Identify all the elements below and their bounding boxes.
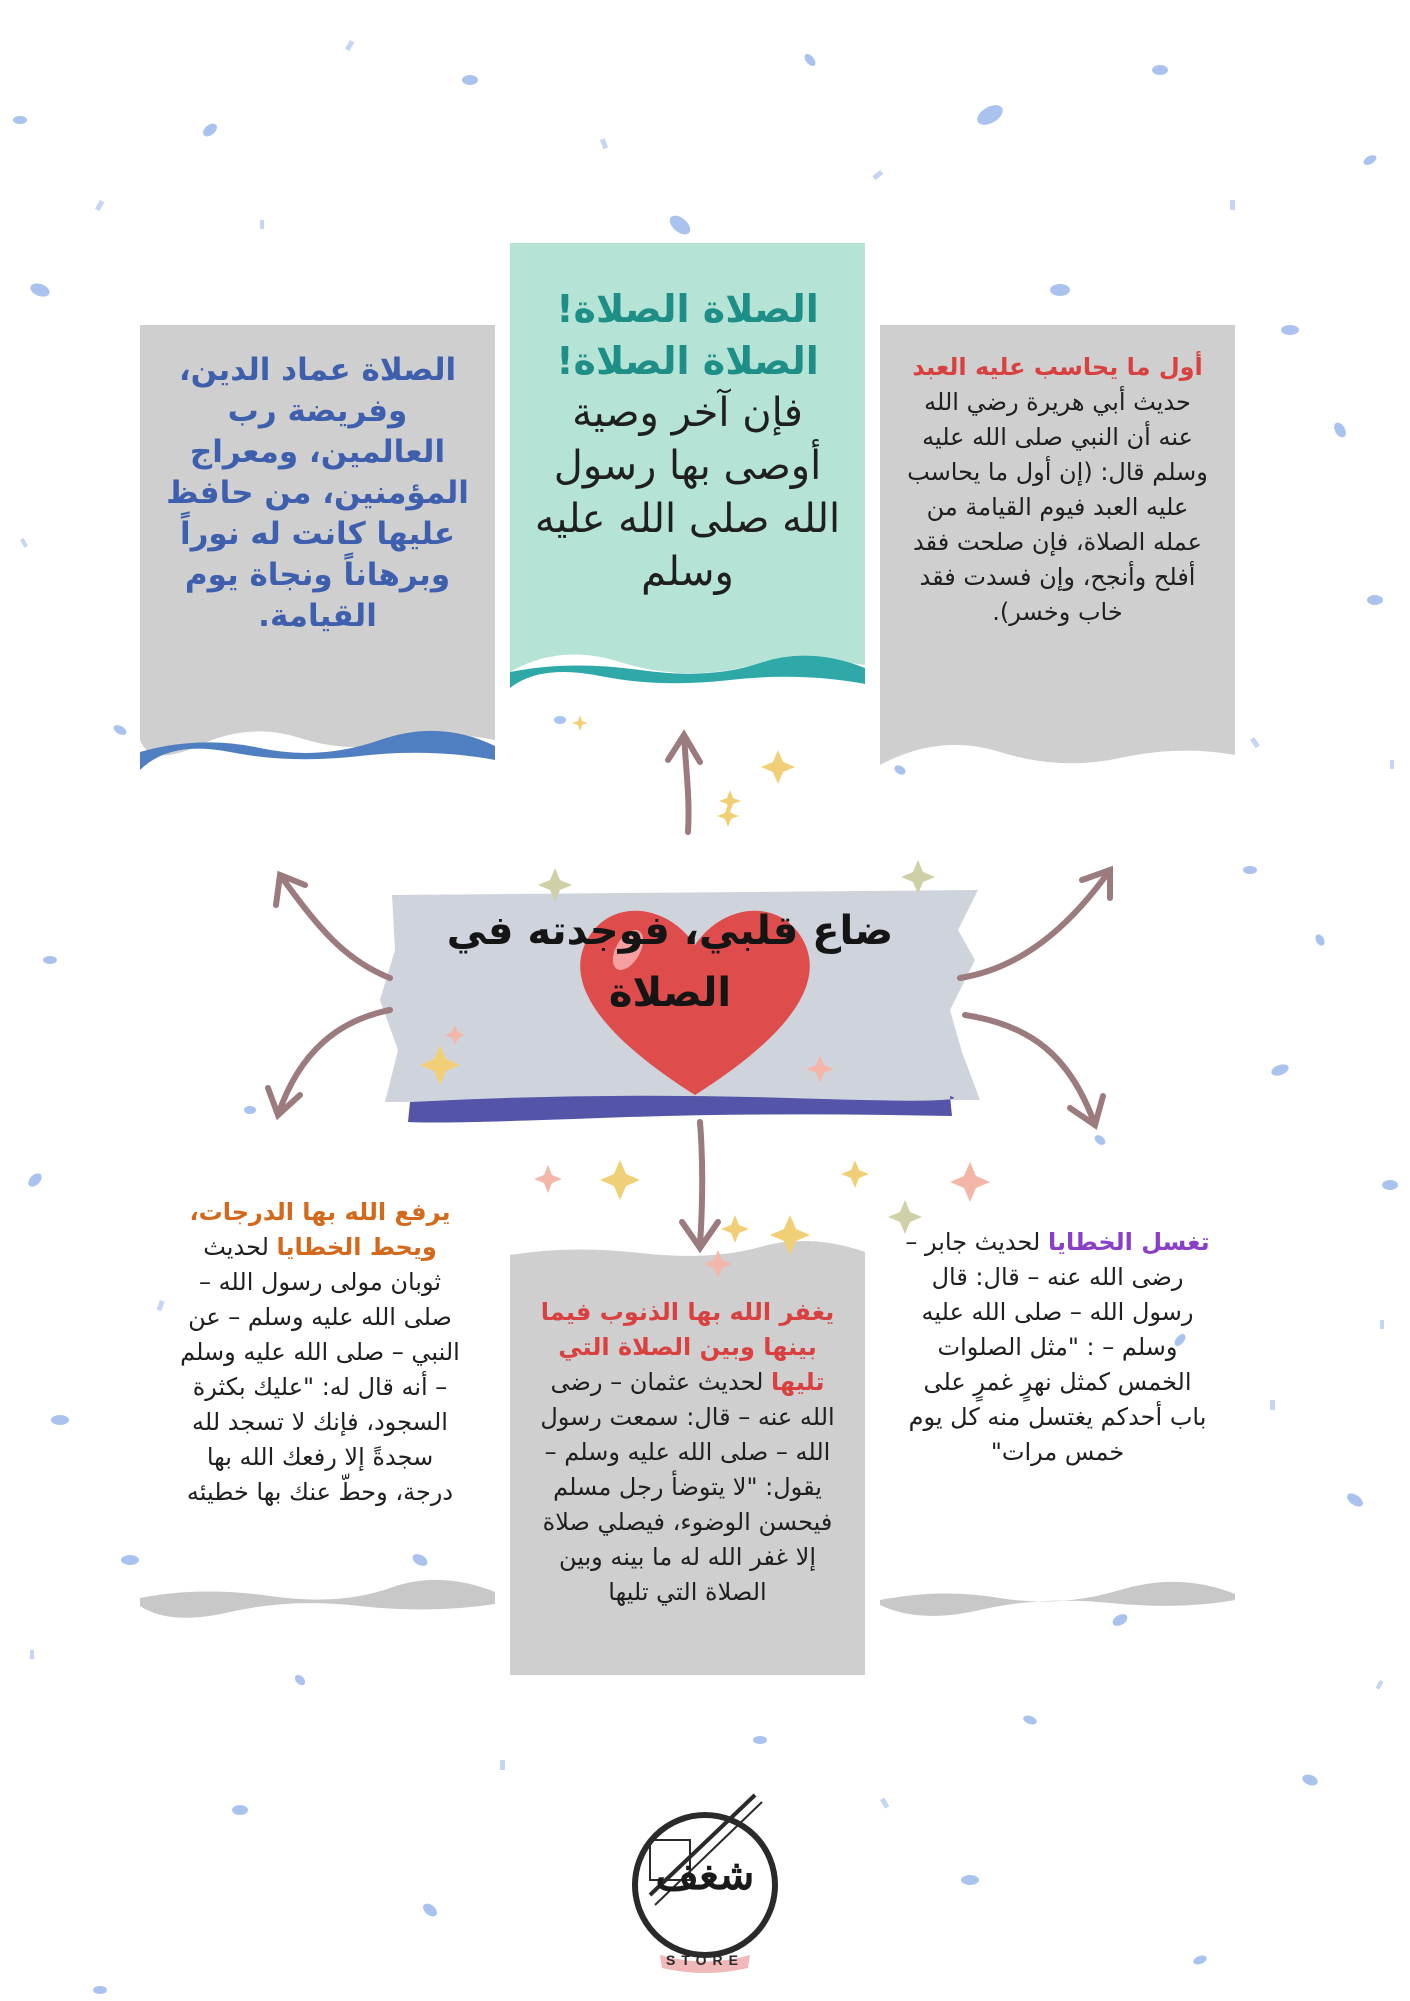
card-bottom-left-text: لحديث ثوبان مولى رسول الله – صلى الله عليه وسلم – عن النبي – صلى الله عليه وسلم – أنه قال له: "عليك بكثرة السجود، فإنك لا تسجد لله سجدةً إلا رفعك الله بها درجة، وحطّ عنك بها خطيئه [180,1233,460,1506]
card-top-right [905,350,1210,630]
wavy-gray-edge-right [880,1582,1235,1616]
wavy-gray-edge-left [140,1580,495,1618]
card-bottom-center-text: لحديث عثمان – رضى الله عنه – قال: سمعت رسول الله – صلى الله عليه وسلم – يقول: "لا يتوضأ رجل مسلم فيحسن الوضوء، فيصلي صلاة إلا غفر الله له ما بينه وبين الصلاة التي تليها [540,1368,835,1606]
sparkle-icon [534,1165,562,1193]
sparkle-icon [901,860,935,894]
card-top-right-highlight: أول ما يحاسب عليه العبد [912,353,1203,381]
sparkle-icon [717,805,739,827]
arrow-icon [684,735,689,832]
sparkle-icon [761,750,795,784]
card-top-center-title: الصلاة الصلاة! الصلاة الصلاة! [556,287,819,383]
sparkle-icon [721,1215,749,1243]
card-bottom-left-highlight: يرفع الله بها الدرجات، ويحط الخطايا [189,1198,451,1261]
card-bottom-center-highlight: يغفر الله بها الذنوب فيما بينها وبين الصلاة التي تليها [540,1298,835,1396]
sparkle-icon [841,1160,869,1188]
center-title: ضاع قلبي، فوجدته في الصلاة [446,908,894,1016]
card-top-left-text: الصلاة عماد الدين، وفريضة رب العالمين، ومعراج المؤمنين، من حافظ عليها كانت له نوراً وبرهاناً ونجاة يوم القيامة. [166,352,469,634]
card-bottom-right [905,1225,1210,1470]
logo-store: STORE [666,1952,744,1968]
card-bottom-right-highlight: تغسل الخطايا [1047,1228,1210,1256]
card-top-right-text: حديث أبي هريرة رضي الله عنه أن النبي صلى الله عليه وسلم قال: (إن أول ما يحاسب عليه العبد فيوم القيامة من عمله الصلاة، فإن صلحت فقد أفلح وأنجح، وإن فسدت فقد خاب وخسر). [907,388,1208,626]
card-top-left [160,350,475,637]
card-top-center [525,283,850,599]
card-bottom-left [175,1195,465,1510]
card-bottom-center [530,1295,845,1610]
card-bottom-right-text: لحديث جابر – رضى الله عنه – قال: قال رسول الله – صلى الله عليه وسلم – : "مثل الصلوات الخمس كمثل نهرٍ غمرٍ على باب أحدكم يغتسل منه كل يوم خمس مرات" [905,1228,1207,1466]
sparkle-icon [719,790,741,812]
sparkle-icon [572,715,588,731]
arrow-icon [960,870,1110,978]
arrow-icon [280,875,390,978]
logo-name: شغف [655,1850,755,1899]
sparkle-icon [950,1162,990,1202]
arrow-icon [700,1122,702,1245]
sparkle-icon [600,1160,640,1200]
card-top-center-text: فإن آخر وصية أوصى بها رسول الله صلى الله عليه وسلم [534,390,841,595]
